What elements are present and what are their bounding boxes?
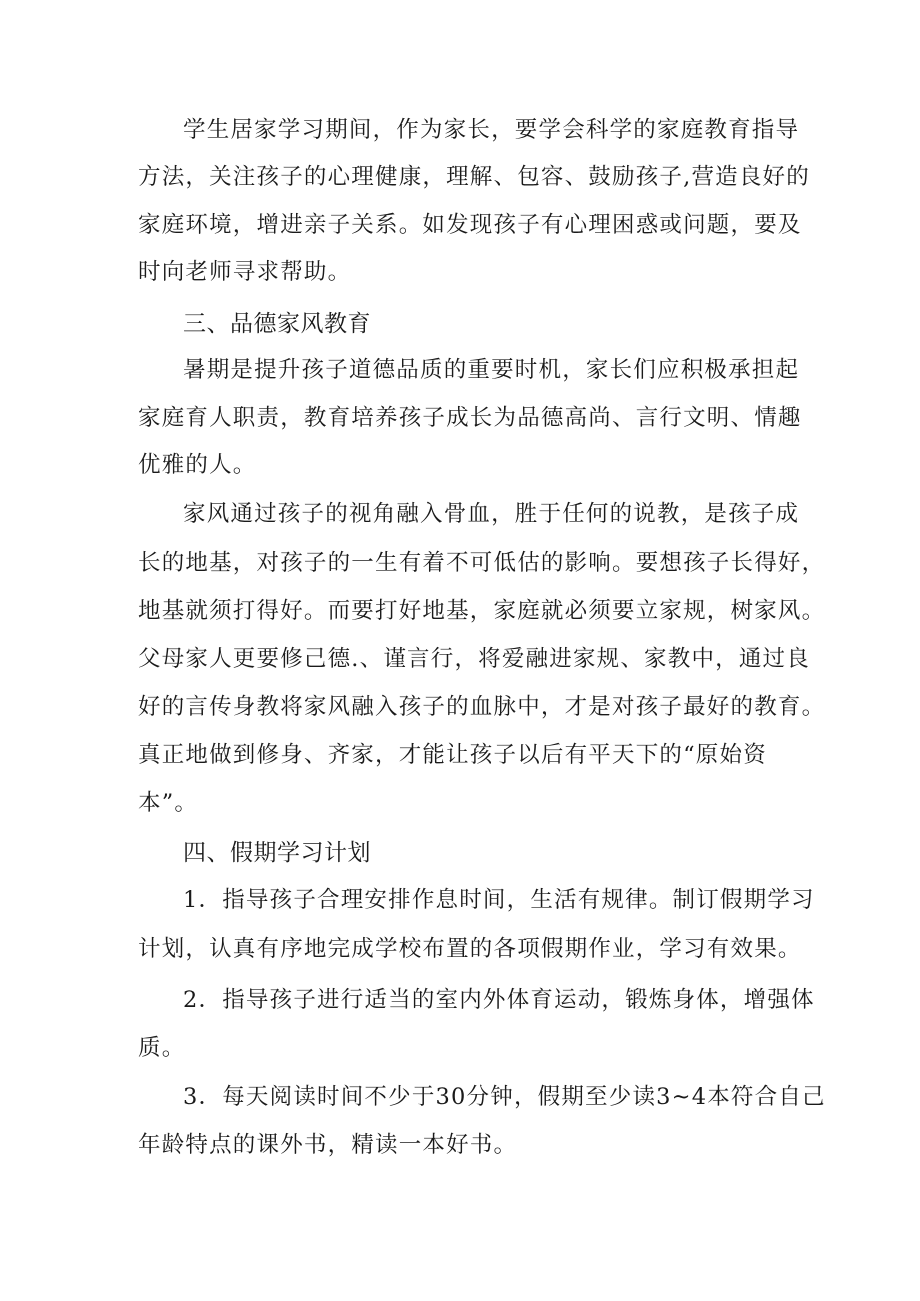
- paragraph-line: 长的地基，对孩子的一生有着不可低估的影响。要想孩子长得好，: [138, 550, 826, 576]
- section-heading: 四、假期学习计划: [183, 840, 371, 866]
- list-item-line: 3．每天阅读时间不少于30分钟，假期至少读3~4本符合自己: [183, 1084, 826, 1110]
- paragraph-line: 好的言传身教将家风融入孩子的血脉中，才是对孩子最好的教育。: [138, 694, 826, 720]
- paragraph-line: 本”。: [138, 790, 199, 816]
- paragraph-line: 地基就须打得好。而要打好地基，家庭就必须要立家规，树家风。: [138, 598, 826, 624]
- list-item-line: 质。: [138, 1035, 186, 1061]
- list-item-line: 1．指导孩子合理安排作息时间，生活有规律。制订假期学习: [183, 887, 815, 913]
- section-heading: 三、品德家风教育: [183, 311, 371, 337]
- paragraph-line: 时向老师寻求帮助。: [138, 259, 352, 285]
- paragraph-line: 家风通过孩子的视角融入骨血，胜于任何的说教，是孩子成: [183, 501, 800, 527]
- list-item-line: 计划，认真有序地完成学校布置的各项假期作业，学习有效果。: [138, 936, 802, 962]
- paragraph-line: 优雅的人。: [138, 452, 257, 478]
- paragraph-line: 方法，关注孩子的心理健康，理解、包容、鼓励孩子,营造良好的: [138, 164, 810, 190]
- paragraph-line: 家庭环境，增进亲子关系。如发现孩子有心理困惑或问题，要及: [138, 212, 802, 238]
- paragraph-line: 学生居家学习期间，作为家长，要学会科学的家庭教育指导: [183, 117, 800, 143]
- list-item-line: 2．指导孩子进行适当的室内外体育运动，锻炼身体，增强体: [183, 987, 815, 1013]
- paragraph-line: 真正地做到修身、齐家，才能让孩子以后有平天下的“原始资: [138, 742, 767, 768]
- paragraph-line: 暑期是提升孩子道德品质的重要时机，家长们应积极承担起: [183, 357, 800, 383]
- paragraph-line: 父母家人更要修己德.、谨言行，将爱融进家规、家教中，通过良: [138, 646, 810, 672]
- paragraph-line: 家庭育人职责，教育培养孩子成长为品德高尚、言行文明、情趣: [138, 405, 802, 431]
- list-item-line: 年龄特点的课外书，精读一本好书。: [138, 1132, 518, 1158]
